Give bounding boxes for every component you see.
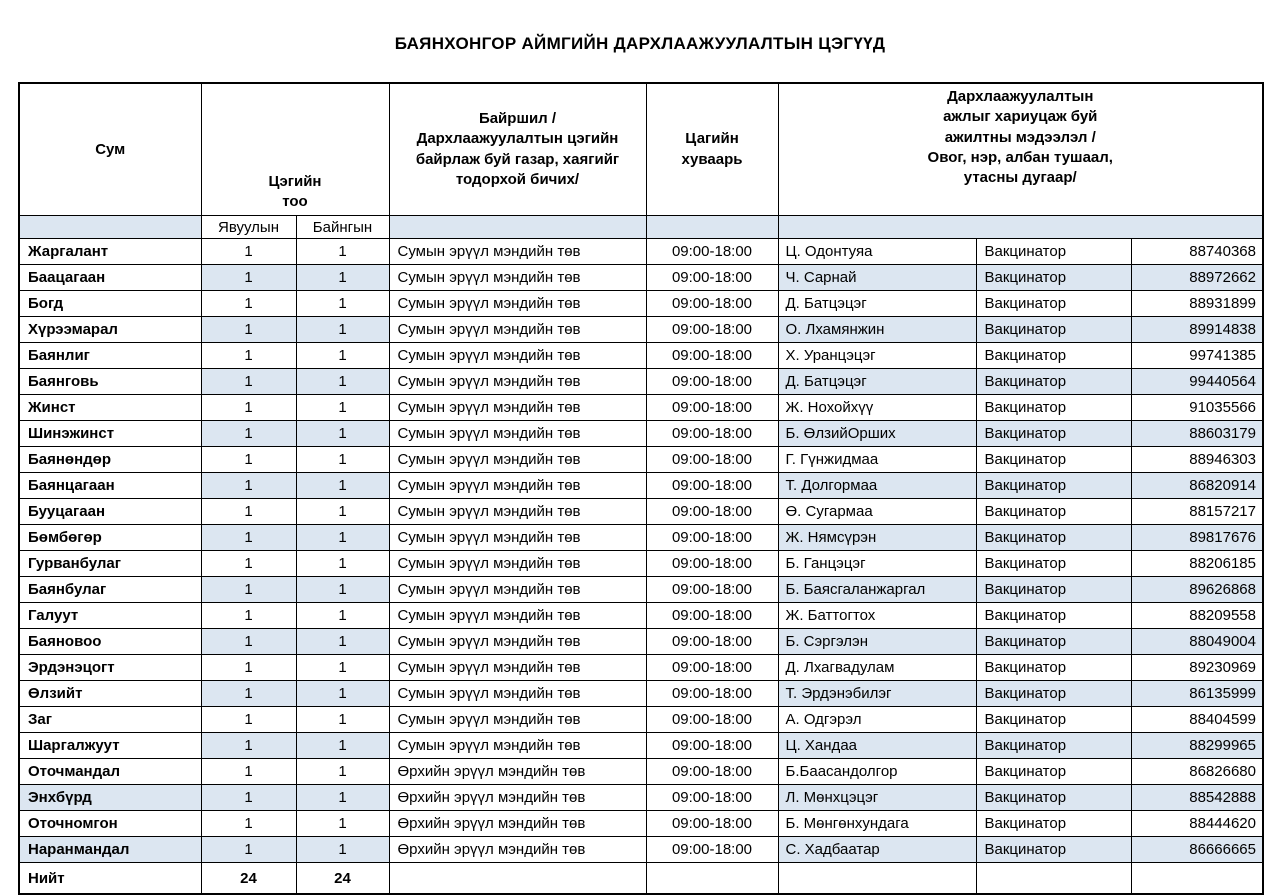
header-point-count: Цэгийн тоо bbox=[201, 83, 389, 216]
table-row bbox=[19, 473, 1263, 499]
cell-mobile: 1 bbox=[201, 551, 296, 577]
cell-schedule: 09:00-18:00 bbox=[646, 369, 778, 395]
cell-schedule: 09:00-18:00 bbox=[646, 811, 778, 837]
cell-phone: 89914838 bbox=[1131, 317, 1263, 343]
cell-soum: Гурванбулаг bbox=[19, 551, 201, 577]
cell-staff-name: Б. Сэргэлэн bbox=[778, 629, 976, 655]
header-soum: Сум bbox=[19, 83, 201, 216]
cell-position: Вакцинатор bbox=[976, 837, 1131, 863]
cell-permanent: 1 bbox=[296, 421, 389, 447]
cell-phone: 88444620 bbox=[1131, 811, 1263, 837]
cell-permanent: 1 bbox=[296, 395, 389, 421]
cell-location: Сумын эрүүл мэндийн төв bbox=[389, 603, 646, 629]
cell-phone: 88972662 bbox=[1131, 265, 1263, 291]
cell-soum: Жинст bbox=[19, 395, 201, 421]
cell-permanent: 1 bbox=[296, 707, 389, 733]
subheader-permanent: Байнгын bbox=[296, 216, 389, 239]
cell-mobile: 1 bbox=[201, 603, 296, 629]
cell-position: Вакцинатор bbox=[976, 421, 1131, 447]
cell-phone: 99741385 bbox=[1131, 343, 1263, 369]
cell-location: Сумын эрүүл мэндийн төв bbox=[389, 265, 646, 291]
cell-position: Вакцинатор bbox=[976, 369, 1131, 395]
cell-staff-name: Б. Ганцэцэг bbox=[778, 551, 976, 577]
cell-permanent: 1 bbox=[296, 785, 389, 811]
cell-mobile: 1 bbox=[201, 837, 296, 863]
cell-staff-name: Т. Эрдэнэбилэг bbox=[778, 681, 976, 707]
cell-mobile: 1 bbox=[201, 759, 296, 785]
cell-location: Сумын эрүүл мэндийн төв bbox=[389, 525, 646, 551]
cell-position: Вакцинатор bbox=[976, 551, 1131, 577]
cell-location: Сумын эрүүл мэндийн төв bbox=[389, 473, 646, 499]
cell-permanent: 1 bbox=[296, 759, 389, 785]
cell-schedule: 09:00-18:00 bbox=[646, 421, 778, 447]
cell-location: Сумын эрүүл мэндийн төв bbox=[389, 317, 646, 343]
cell-phone: 88157217 bbox=[1131, 499, 1263, 525]
cell-position: Вакцинатор bbox=[976, 447, 1131, 473]
cell-location: Өрхийн эрүүл мэндийн төв bbox=[389, 785, 646, 811]
cell-staff-name: Л. Мөнхцэцэг bbox=[778, 785, 976, 811]
cell-position: Вакцинатор bbox=[976, 629, 1131, 655]
total-position-blank bbox=[976, 863, 1131, 895]
cell-location: Сумын эрүүл мэндийн төв bbox=[389, 551, 646, 577]
cell-soum: Оточмандал bbox=[19, 759, 201, 785]
cell-position: Вакцинатор bbox=[976, 499, 1131, 525]
cell-soum: Шинэжинст bbox=[19, 421, 201, 447]
total-name-blank bbox=[778, 863, 976, 895]
cell-schedule: 09:00-18:00 bbox=[646, 681, 778, 707]
cell-phone: 86826680 bbox=[1131, 759, 1263, 785]
cell-location: Сумын эрүүл мэндийн төв bbox=[389, 291, 646, 317]
table-row bbox=[19, 551, 1263, 577]
immunization-table bbox=[18, 82, 1264, 895]
cell-soum: Хүрээмарал bbox=[19, 317, 201, 343]
cell-staff-name: Б.Баасандолгор bbox=[778, 759, 976, 785]
cell-soum: Жаргалант bbox=[19, 239, 201, 265]
cell-soum: Өлзийт bbox=[19, 681, 201, 707]
cell-position: Вакцинатор bbox=[976, 655, 1131, 681]
cell-phone: 89230969 bbox=[1131, 655, 1263, 681]
cell-mobile: 1 bbox=[201, 577, 296, 603]
cell-mobile: 1 bbox=[201, 317, 296, 343]
cell-location: Сумын эрүүл мэндийн төв bbox=[389, 629, 646, 655]
cell-permanent: 1 bbox=[296, 317, 389, 343]
cell-mobile: 1 bbox=[201, 681, 296, 707]
table-row bbox=[19, 785, 1263, 811]
cell-location: Сумын эрүүл мэндийн төв bbox=[389, 343, 646, 369]
cell-phone: 99440564 bbox=[1131, 369, 1263, 395]
cell-soum: Бууцагаан bbox=[19, 499, 201, 525]
header-schedule: Цагийн хуваарь bbox=[646, 83, 778, 216]
cell-phone: 89817676 bbox=[1131, 525, 1263, 551]
subheader-mobile: Явуулын bbox=[201, 216, 296, 239]
cell-staff-name: Д. Лхагвадулам bbox=[778, 655, 976, 681]
cell-permanent: 1 bbox=[296, 525, 389, 551]
page-title: БАЯНХОНГОР АЙМГИЙН ДАРХЛААЖУУЛАЛТЫН ЦЭГҮҮД bbox=[394, 34, 886, 53]
total-row bbox=[19, 863, 1263, 895]
cell-phone: 88299965 bbox=[1131, 733, 1263, 759]
cell-mobile: 1 bbox=[201, 707, 296, 733]
cell-position: Вакцинатор bbox=[976, 707, 1131, 733]
cell-phone: 88206185 bbox=[1131, 551, 1263, 577]
cell-permanent: 1 bbox=[296, 837, 389, 863]
cell-soum: Шаргалжуут bbox=[19, 733, 201, 759]
total-label: Нийт bbox=[19, 863, 201, 895]
cell-soum: Богд bbox=[19, 291, 201, 317]
cell-soum: Заг bbox=[19, 707, 201, 733]
cell-schedule: 09:00-18:00 bbox=[646, 239, 778, 265]
cell-mobile: 1 bbox=[201, 291, 296, 317]
total-schedule-blank bbox=[646, 863, 778, 895]
cell-location: Өрхийн эрүүл мэндийн төв bbox=[389, 811, 646, 837]
cell-position: Вакцинатор bbox=[976, 733, 1131, 759]
cell-phone: 88049004 bbox=[1131, 629, 1263, 655]
table-row bbox=[19, 655, 1263, 681]
cell-location: Сумын эрүүл мэндийн төв bbox=[389, 499, 646, 525]
cell-permanent: 1 bbox=[296, 577, 389, 603]
cell-schedule: 09:00-18:00 bbox=[646, 655, 778, 681]
table-row bbox=[19, 239, 1263, 265]
cell-staff-name: Ц. Хандаа bbox=[778, 733, 976, 759]
cell-permanent: 1 bbox=[296, 239, 389, 265]
cell-position: Вакцинатор bbox=[976, 317, 1131, 343]
cell-staff-name: Ж. Баттогтох bbox=[778, 603, 976, 629]
table-row bbox=[19, 681, 1263, 707]
cell-mobile: 1 bbox=[201, 811, 296, 837]
cell-staff-name: А. Одгэрэл bbox=[778, 707, 976, 733]
cell-schedule: 09:00-18:00 bbox=[646, 785, 778, 811]
header-staff-info: Дархлаажуулалтын ажлыг хариуцаж буй ажилтны мэдээлэл /Овог, нэр, албан тушаал, утасны дугаар/ bbox=[778, 83, 1263, 216]
cell-staff-name: С. Хадбаатар bbox=[778, 837, 976, 863]
cell-position: Вакцинатор bbox=[976, 343, 1131, 369]
cell-phone: 88209558 bbox=[1131, 603, 1263, 629]
cell-staff-name: Ч. Сарнай bbox=[778, 265, 976, 291]
cell-location: Сумын эрүүл мэндийн төв bbox=[389, 369, 646, 395]
cell-staff-name: Т. Долгормаа bbox=[778, 473, 976, 499]
cell-staff-name: Ц. Одонтуяа bbox=[778, 239, 976, 265]
cell-mobile: 1 bbox=[201, 239, 296, 265]
cell-schedule: 09:00-18:00 bbox=[646, 343, 778, 369]
table-row bbox=[19, 447, 1263, 473]
subheader-schedule-blank bbox=[646, 216, 778, 239]
cell-schedule: 09:00-18:00 bbox=[646, 759, 778, 785]
cell-position: Вакцинатор bbox=[976, 395, 1131, 421]
table-row bbox=[19, 707, 1263, 733]
cell-schedule: 09:00-18:00 bbox=[646, 525, 778, 551]
table-row bbox=[19, 577, 1263, 603]
table-row bbox=[19, 369, 1263, 395]
cell-schedule: 09:00-18:00 bbox=[646, 499, 778, 525]
cell-permanent: 1 bbox=[296, 629, 389, 655]
cell-permanent: 1 bbox=[296, 603, 389, 629]
cell-position: Вакцинатор bbox=[976, 785, 1131, 811]
total-phone-blank bbox=[1131, 863, 1263, 895]
subheader-row bbox=[19, 216, 1263, 239]
cell-soum: Эрдэнэцогт bbox=[19, 655, 201, 681]
cell-position: Вакцинатор bbox=[976, 291, 1131, 317]
table-row bbox=[19, 603, 1263, 629]
cell-permanent: 1 bbox=[296, 447, 389, 473]
cell-staff-name: Ө. Сугармаа bbox=[778, 499, 976, 525]
cell-soum: Галуут bbox=[19, 603, 201, 629]
cell-staff-name: Б. ӨлзийОрших bbox=[778, 421, 976, 447]
cell-position: Вакцинатор bbox=[976, 473, 1131, 499]
cell-soum: Оточномгон bbox=[19, 811, 201, 837]
table-row bbox=[19, 499, 1263, 525]
cell-position: Вакцинатор bbox=[976, 681, 1131, 707]
cell-soum: Баянөндөр bbox=[19, 447, 201, 473]
cell-staff-name: Д. Батцэцэг bbox=[778, 291, 976, 317]
cell-phone: 88740368 bbox=[1131, 239, 1263, 265]
cell-schedule: 09:00-18:00 bbox=[646, 577, 778, 603]
cell-mobile: 1 bbox=[201, 499, 296, 525]
total-mobile: 24 bbox=[201, 863, 296, 895]
header-location: Байршил /Дархлаажуулалтын цэгийн байрлаж буй газар, хаягийг тодорхой бичих/ bbox=[389, 83, 646, 216]
cell-phone: 88946303 bbox=[1131, 447, 1263, 473]
cell-soum: Баацагаан bbox=[19, 265, 201, 291]
cell-soum: Баянговь bbox=[19, 369, 201, 395]
cell-schedule: 09:00-18:00 bbox=[646, 395, 778, 421]
cell-staff-name: Д. Батцэцэг bbox=[778, 369, 976, 395]
cell-location: Сумын эрүүл мэндийн төв bbox=[389, 239, 646, 265]
cell-position: Вакцинатор bbox=[976, 759, 1131, 785]
cell-schedule: 09:00-18:00 bbox=[646, 733, 778, 759]
table-row bbox=[19, 759, 1263, 785]
cell-staff-name: Б. Мөнгөнхундага bbox=[778, 811, 976, 837]
cell-mobile: 1 bbox=[201, 785, 296, 811]
cell-position: Вакцинатор bbox=[976, 239, 1131, 265]
cell-staff-name: Ж. Нямсүрэн bbox=[778, 525, 976, 551]
cell-schedule: 09:00-18:00 bbox=[646, 473, 778, 499]
cell-location: Сумын эрүүл мэндийн төв bbox=[389, 707, 646, 733]
cell-mobile: 1 bbox=[201, 629, 296, 655]
cell-permanent: 1 bbox=[296, 343, 389, 369]
cell-soum: Баяновоо bbox=[19, 629, 201, 655]
table-row bbox=[19, 395, 1263, 421]
table-row bbox=[19, 265, 1263, 291]
cell-permanent: 1 bbox=[296, 291, 389, 317]
cell-schedule: 09:00-18:00 bbox=[646, 603, 778, 629]
cell-permanent: 1 bbox=[296, 681, 389, 707]
cell-schedule: 09:00-18:00 bbox=[646, 291, 778, 317]
cell-mobile: 1 bbox=[201, 369, 296, 395]
cell-schedule: 09:00-18:00 bbox=[646, 265, 778, 291]
subheader-staff-blank bbox=[778, 216, 1263, 239]
cell-position: Вакцинатор bbox=[976, 525, 1131, 551]
cell-location: Сумын эрүүл мэндийн төв bbox=[389, 577, 646, 603]
cell-permanent: 1 bbox=[296, 551, 389, 577]
cell-location: Сумын эрүүл мэндийн төв bbox=[389, 395, 646, 421]
cell-staff-name: Г. Гүнжидмаа bbox=[778, 447, 976, 473]
cell-mobile: 1 bbox=[201, 525, 296, 551]
cell-permanent: 1 bbox=[296, 811, 389, 837]
table-row bbox=[19, 343, 1263, 369]
cell-mobile: 1 bbox=[201, 733, 296, 759]
cell-soum: Баянцагаан bbox=[19, 473, 201, 499]
cell-soum: Наранмандал bbox=[19, 837, 201, 863]
cell-permanent: 1 bbox=[296, 655, 389, 681]
table-row bbox=[19, 421, 1263, 447]
table-row bbox=[19, 811, 1263, 837]
cell-location: Өрхийн эрүүл мэндийн төв bbox=[389, 837, 646, 863]
cell-location: Сумын эрүүл мэндийн төв bbox=[389, 733, 646, 759]
cell-soum: Энхбүрд bbox=[19, 785, 201, 811]
cell-schedule: 09:00-18:00 bbox=[646, 447, 778, 473]
cell-phone: 88603179 bbox=[1131, 421, 1263, 447]
table-row bbox=[19, 733, 1263, 759]
cell-phone: 86135999 bbox=[1131, 681, 1263, 707]
cell-mobile: 1 bbox=[201, 447, 296, 473]
cell-location: Сумын эрүүл мэндийн төв bbox=[389, 655, 646, 681]
cell-mobile: 1 bbox=[201, 655, 296, 681]
header-row bbox=[19, 83, 1263, 216]
cell-soum: Баянлиг bbox=[19, 343, 201, 369]
cell-position: Вакцинатор bbox=[976, 265, 1131, 291]
cell-mobile: 1 bbox=[201, 265, 296, 291]
cell-schedule: 09:00-18:00 bbox=[646, 837, 778, 863]
subheader-location-blank bbox=[389, 216, 646, 239]
cell-soum: Баянбулаг bbox=[19, 577, 201, 603]
total-permanent: 24 bbox=[296, 863, 389, 895]
cell-position: Вакцинатор bbox=[976, 811, 1131, 837]
cell-phone: 89626868 bbox=[1131, 577, 1263, 603]
subheader-soum-blank bbox=[19, 216, 201, 239]
cell-phone: 91035566 bbox=[1131, 395, 1263, 421]
cell-permanent: 1 bbox=[296, 265, 389, 291]
table-row bbox=[19, 317, 1263, 343]
cell-staff-name: Б. Баясгаланжаргал bbox=[778, 577, 976, 603]
cell-permanent: 1 bbox=[296, 473, 389, 499]
cell-staff-name: Х. Уранцэцэг bbox=[778, 343, 976, 369]
cell-schedule: 09:00-18:00 bbox=[646, 317, 778, 343]
cell-phone: 88542888 bbox=[1131, 785, 1263, 811]
cell-location: Сумын эрүүл мэндийн төв bbox=[389, 681, 646, 707]
table-row bbox=[19, 837, 1263, 863]
cell-permanent: 1 bbox=[296, 733, 389, 759]
cell-schedule: 09:00-18:00 bbox=[646, 551, 778, 577]
cell-mobile: 1 bbox=[201, 473, 296, 499]
cell-mobile: 1 bbox=[201, 343, 296, 369]
total-location-blank bbox=[389, 863, 646, 895]
cell-position: Вакцинатор bbox=[976, 603, 1131, 629]
cell-phone: 88404599 bbox=[1131, 707, 1263, 733]
cell-permanent: 1 bbox=[296, 499, 389, 525]
cell-staff-name: О. Лхамянжин bbox=[778, 317, 976, 343]
cell-phone: 88931899 bbox=[1131, 291, 1263, 317]
cell-schedule: 09:00-18:00 bbox=[646, 629, 778, 655]
cell-mobile: 1 bbox=[201, 395, 296, 421]
cell-mobile: 1 bbox=[201, 421, 296, 447]
cell-phone: 86666665 bbox=[1131, 837, 1263, 863]
table-row bbox=[19, 525, 1263, 551]
table-body bbox=[19, 239, 1263, 863]
cell-staff-name: Ж. Нохойхүү bbox=[778, 395, 976, 421]
cell-location: Сумын эрүүл мэндийн төв bbox=[389, 421, 646, 447]
table-row bbox=[19, 291, 1263, 317]
cell-phone: 86820914 bbox=[1131, 473, 1263, 499]
cell-location: Сумын эрүүл мэндийн төв bbox=[389, 447, 646, 473]
cell-permanent: 1 bbox=[296, 369, 389, 395]
table-row bbox=[19, 629, 1263, 655]
cell-position: Вакцинатор bbox=[976, 577, 1131, 603]
cell-location: Өрхийн эрүүл мэндийн төв bbox=[389, 759, 646, 785]
cell-soum: Бөмбөгөр bbox=[19, 525, 201, 551]
cell-schedule: 09:00-18:00 bbox=[646, 707, 778, 733]
